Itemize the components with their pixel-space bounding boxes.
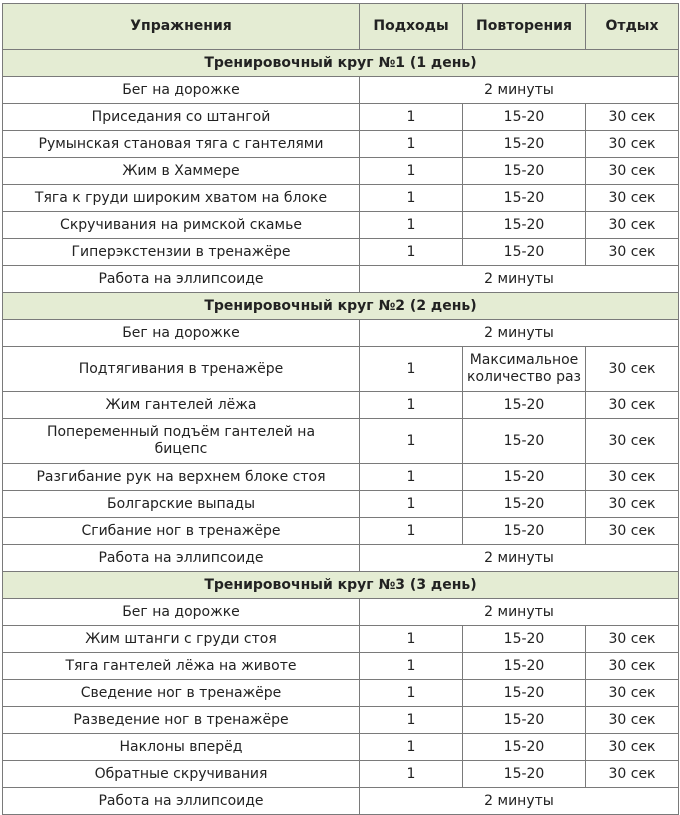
sets-cell: 1 bbox=[360, 158, 463, 185]
table-row bbox=[3, 734, 679, 761]
table-row bbox=[3, 347, 679, 392]
cooldown-row bbox=[3, 545, 679, 572]
reps-cell: 15-20 bbox=[463, 392, 586, 419]
table-row bbox=[3, 131, 679, 158]
rest-cell: 30 сек bbox=[586, 464, 679, 491]
exercise-name: Бег на дорожке bbox=[3, 77, 360, 104]
exercise-name: Болгарские выпады bbox=[3, 491, 360, 518]
warmup-row bbox=[3, 599, 679, 626]
exercise-name: Жим гантелей лёжа bbox=[3, 392, 360, 419]
rest-cell: 30 сек bbox=[586, 158, 679, 185]
table-row bbox=[3, 392, 679, 419]
rest-cell: 30 сек bbox=[586, 626, 679, 653]
exercise-name: Разведение ног в тренажёре bbox=[3, 707, 360, 734]
exercise-name: Работа на эллипсоиде bbox=[3, 788, 360, 815]
exercise-name: Румынская становая тяга с гантелями bbox=[3, 131, 360, 158]
duration: 2 минуты bbox=[360, 320, 679, 347]
cooldown-row bbox=[3, 788, 679, 815]
exercise-name: Сгибание ног в тренажёре bbox=[3, 518, 360, 545]
sets-cell: 1 bbox=[360, 212, 463, 239]
reps-cell: 15-20 bbox=[463, 158, 586, 185]
table-row bbox=[3, 158, 679, 185]
table-row bbox=[3, 104, 679, 131]
sets-cell: 1 bbox=[360, 239, 463, 266]
rest-cell: 30 сек bbox=[586, 185, 679, 212]
rest-cell: 30 сек bbox=[586, 104, 679, 131]
reps-cell: Максимальное количество раз bbox=[463, 347, 586, 392]
reps-cell: 15-20 bbox=[463, 761, 586, 788]
workout-table bbox=[2, 3, 679, 815]
table-row bbox=[3, 419, 679, 464]
rest-cell: 30 сек bbox=[586, 419, 679, 464]
reps-cell: 15-20 bbox=[463, 185, 586, 212]
exercise-name: Подтягивания в тренажёре bbox=[3, 347, 360, 392]
exercise-name: Жим штанги с груди стоя bbox=[3, 626, 360, 653]
exercise-name: Работа на эллипсоиде bbox=[3, 266, 360, 293]
reps-cell: 15-20 bbox=[463, 239, 586, 266]
reps-cell: 15-20 bbox=[463, 518, 586, 545]
rest-cell: 30 сек bbox=[586, 518, 679, 545]
exercise-name: Наклоны вперёд bbox=[3, 734, 360, 761]
sets-cell: 1 bbox=[360, 626, 463, 653]
circuit-title: Тренировочный круг №2 (2 день) bbox=[3, 293, 679, 320]
duration: 2 минуты bbox=[360, 77, 679, 104]
reps-cell: 15-20 bbox=[463, 419, 586, 464]
duration: 2 минуты bbox=[360, 545, 679, 572]
sets-cell: 1 bbox=[360, 185, 463, 212]
sets-cell: 1 bbox=[360, 491, 463, 518]
reps-cell: 15-20 bbox=[463, 464, 586, 491]
rest-cell: 30 сек bbox=[586, 653, 679, 680]
rest-cell: 30 сек bbox=[586, 392, 679, 419]
table-row bbox=[3, 707, 679, 734]
exercise-name: Тяга к груди широким хватом на блоке bbox=[3, 185, 360, 212]
sets-cell: 1 bbox=[360, 131, 463, 158]
table-row bbox=[3, 761, 679, 788]
table-row bbox=[3, 653, 679, 680]
exercise-name: Работа на эллипсоиде bbox=[3, 545, 360, 572]
circuit-title: Тренировочный круг №3 (3 день) bbox=[3, 572, 679, 599]
sets-cell: 1 bbox=[360, 104, 463, 131]
table-row bbox=[3, 212, 679, 239]
rest-cell: 30 сек bbox=[586, 491, 679, 518]
exercise-name: Гиперэкстензии в тренажёре bbox=[3, 239, 360, 266]
table-row bbox=[3, 185, 679, 212]
reps-cell: 15-20 bbox=[463, 734, 586, 761]
table-row bbox=[3, 518, 679, 545]
exercise-name: Бег на дорожке bbox=[3, 320, 360, 347]
exercise-name: Сведение ног в тренажёре bbox=[3, 680, 360, 707]
exercise-name: Бег на дорожке bbox=[3, 599, 360, 626]
warmup-row bbox=[3, 77, 679, 104]
table-row bbox=[3, 464, 679, 491]
exercise-name: Разгибание рук на верхнем блоке стоя bbox=[3, 464, 360, 491]
header-rest: Отдых bbox=[586, 4, 679, 50]
reps-cell: 15-20 bbox=[463, 707, 586, 734]
reps-cell: 15-20 bbox=[463, 680, 586, 707]
sets-cell: 1 bbox=[360, 518, 463, 545]
exercise-name: Скручивания на римской скамье bbox=[3, 212, 360, 239]
exercise-name: Жим в Хаммере bbox=[3, 158, 360, 185]
table-row bbox=[3, 491, 679, 518]
header-sets: Подходы bbox=[360, 4, 463, 50]
sets-cell: 1 bbox=[360, 347, 463, 392]
sets-cell: 1 bbox=[360, 761, 463, 788]
header-reps: Повторения bbox=[463, 4, 586, 50]
duration: 2 минуты bbox=[360, 788, 679, 815]
sets-cell: 1 bbox=[360, 707, 463, 734]
exercise-name: Приседания со штангой bbox=[3, 104, 360, 131]
reps-cell: 15-20 bbox=[463, 626, 586, 653]
rest-cell: 30 сек bbox=[586, 707, 679, 734]
table-row bbox=[3, 680, 679, 707]
sets-cell: 1 bbox=[360, 734, 463, 761]
reps-cell: 15-20 bbox=[463, 104, 586, 131]
reps-cell: 15-20 bbox=[463, 653, 586, 680]
exercise-name: Тяга гантелей лёжа на животе bbox=[3, 653, 360, 680]
sets-cell: 1 bbox=[360, 464, 463, 491]
header-row bbox=[3, 4, 679, 50]
duration: 2 минуты bbox=[360, 266, 679, 293]
circuit-title-row bbox=[3, 50, 679, 77]
sets-cell: 1 bbox=[360, 680, 463, 707]
table-row bbox=[3, 239, 679, 266]
rest-cell: 30 сек bbox=[586, 131, 679, 158]
sets-cell: 1 bbox=[360, 392, 463, 419]
sets-cell: 1 bbox=[360, 419, 463, 464]
header-exercise: Упражнения bbox=[3, 4, 360, 50]
rest-cell: 30 сек bbox=[586, 734, 679, 761]
circuit-title: Тренировочный круг №1 (1 день) bbox=[3, 50, 679, 77]
reps-cell: 15-20 bbox=[463, 491, 586, 518]
table-row bbox=[3, 626, 679, 653]
rest-cell: 30 сек bbox=[586, 680, 679, 707]
exercise-name: Обратные скручивания bbox=[3, 761, 360, 788]
sets-cell: 1 bbox=[360, 653, 463, 680]
rest-cell: 30 сек bbox=[586, 347, 679, 392]
duration: 2 минуты bbox=[360, 599, 679, 626]
rest-cell: 30 сек bbox=[586, 761, 679, 788]
rest-cell: 30 сек bbox=[586, 239, 679, 266]
circuit-title-row bbox=[3, 572, 679, 599]
reps-cell: 15-20 bbox=[463, 131, 586, 158]
circuit-title-row bbox=[3, 293, 679, 320]
cooldown-row bbox=[3, 266, 679, 293]
reps-cell: 15-20 bbox=[463, 212, 586, 239]
exercise-name: Попеременный подъём гантелей на бицепс bbox=[3, 419, 360, 464]
rest-cell: 30 сек bbox=[586, 212, 679, 239]
warmup-row bbox=[3, 320, 679, 347]
